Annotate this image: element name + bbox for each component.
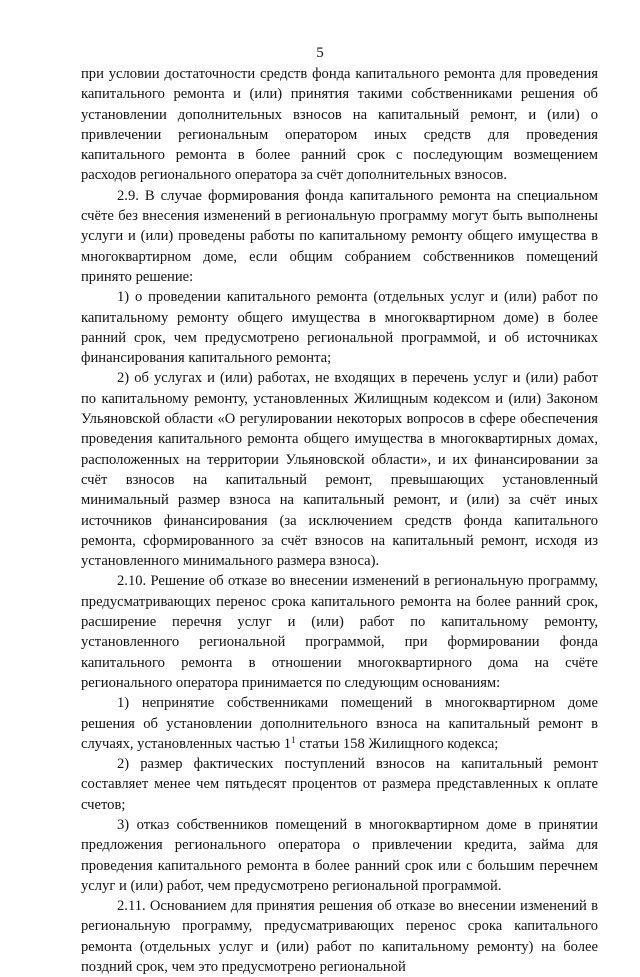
paragraph-2-10-item-2: 2) размер фактических поступлений взносов на капитальный ремонт составляет менее чем пятьдесят процентов от размера представленных к оплате счетов; (81, 756, 598, 813)
paragraph-2-9-item-1: 1) о проведении капитального ремонта (отдельных услуг и (или) работ по капитальному ремонту общего имущества в многоквартирном доме) в более ранний срок, чем предусмотрено региональной программой, и об источниках финансирования капитального ремонта; (81, 289, 598, 367)
paragraph-2-10-item-1-text: 1) непринятие собственниками помещений в многоквартирном доме решения об установлении дополнительного взноса на капитальный ремонт в случаях, установленных частью 1 (81, 695, 598, 752)
paragraph-2-9: 2.9. В случае формирования фонда капитального ремонта на специальном счёте без внесения изменений в региональную программу могут быть выполнены услуги и (или) проведены работы по капитальному ремонту общего имущества в многоквартирном доме, если общим собранием собственников помещений принято решение: (81, 187, 598, 285)
page-number: 5 (316, 45, 324, 61)
paragraph-2-10: 2.10. Решение об отказе во внесении изменений в региональную программу, предусматривающих перенос срока капитального ремонта на более ранний срок, расширение перечня услуг и (или) работ по капитальному ремонту, установленного региональной программой, при формировании фонда капитального ремонта в отношении многоквартирного дома на счёте регионального оператора принимается по следующим основаниям: (81, 573, 598, 691)
paragraph-continuation: при условии достаточности средств фонда капитального ремонта для проведения капитального ремонта и (или) принятия такими собственниками решения об установлении дополнительных взносов на капитальный ремонт, и (или) о привлечении региональным оператором иных средств для проведения капитального ремонта в более ранний срок с последующим возмещением расходов регионального оператора за счёт дополнительных взносов. (81, 66, 598, 184)
paragraph-2-10-item-3: 3) отказ собственников помещений в многоквартирном доме в принятии предложения регионального оператора о привлечении кредита, займа для проведения капитального ремонта в более ранний срок или с большим перечнем услуг и (или) работ, чем предусмотрено региональной программой. (81, 816, 598, 894)
document-body (81, 64, 598, 977)
paragraph-2-10-item-1 (81, 693, 598, 754)
superscript-part-number: 1 (291, 734, 296, 745)
paragraph-2-9-item-2: 2) об услугах и (или) работах, не входящих в перечень услуг и (или) работ по капитальному ремонту, установленных Жилищным кодексом и (или) Законом Ульяновской области «О регулировании некоторых вопросов в сфере обеспечения проведения капитального ремонта общего имущества в многоквартирных домах, расположенных на территории Ульяновской области», и их финансировании за счёт взносов на капитальный ремонт, превышающих установленный минимальный размер взноса на капитальный ремонт, и (или) за счёт иных источников финансирования (за исключением средств фонда капитального ремонта, сформированного за счёт взносов на капитальный ремонт, исходя из установленного минимального размера взноса). (81, 370, 598, 570)
paragraph-2-10-item-1-tail: статьи 158 Жилищного кодекса; (295, 735, 499, 752)
paragraph-2-11: 2.11. Основанием для принятия решения об отказе во внесении изменений в региональную программу, предусматривающих перенос срока капитального ремонта (отдельных услуг и (или) работ по капитальному ремонту) на более поздний срок, чем это предусмотрено региональной (81, 898, 598, 976)
